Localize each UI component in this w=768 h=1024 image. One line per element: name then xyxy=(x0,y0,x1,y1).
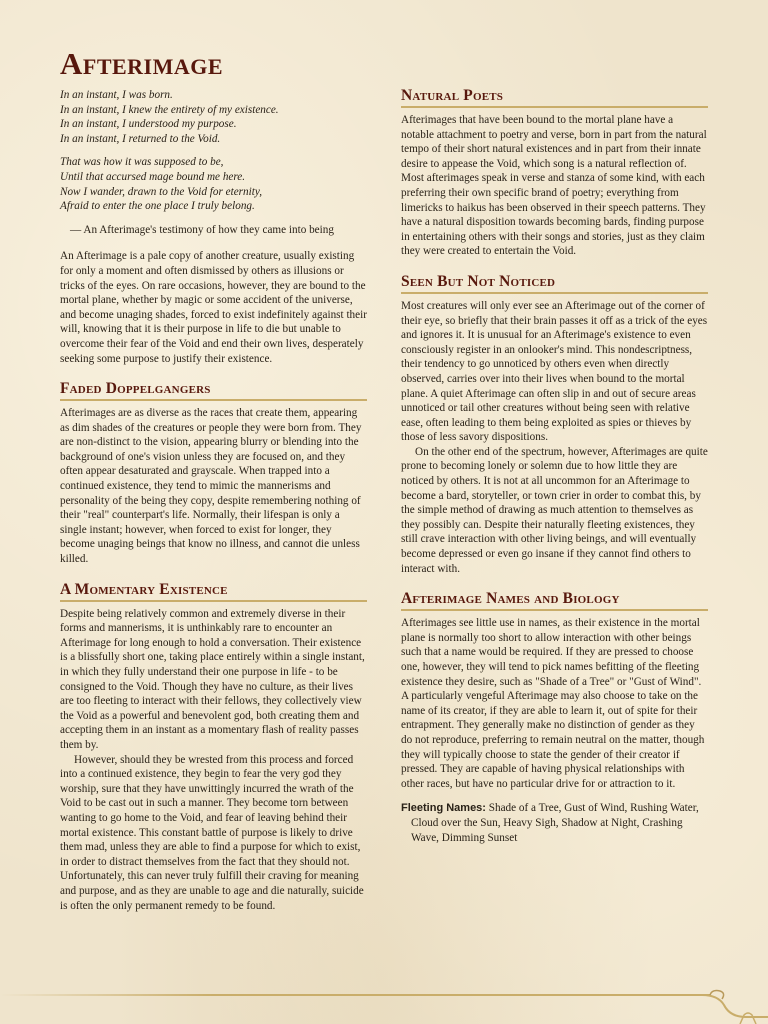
poem-line: In an instant, I returned to the Void. xyxy=(60,132,221,145)
poem-line: Afraid to enter the one place I truly belong. xyxy=(60,200,255,213)
intro-paragraph: An Afterimage is a pale copy of another creature, usually existing for only a moment and often dismissed by others as illusions or tricks of the eyes. On rare occasions, however, they are bound to the mortal plane, whether by magic or some accident of the universe, and become unaging shades, forced to exist indefinitely against their will, knowing that it is their purpose in life to die but unable to overcome their fear of the Void and end their own lives, desperately seeking some purpose to justify their existence. xyxy=(60,250,367,365)
seen-paragraph-1: Most creatures will only ever see an Afterimage out of the corner of their eye, so briefly that their brain passes it off as a trick of the eyes and ignores it. It is unusual for an Afterimage's existence to even consciously register in an onlooker's mind. This nondescriptness, their tendency to go unnoticed by others even when directly observed, carries over into their lives when bound to the mortal plane. A quiet Afterimage can often slip in and out of secure areas unnoticed or tail other creatures without being seen with relative ease, often leading to them being exploited as spies or thieves by those of less savory dispositions. xyxy=(401,299,708,444)
poets-paragraph: Afterimages that have been bound to the mortal plane have a notable attachment to poetry and verse, born in part from the natural tempo of their short natural existences and in part from their innate desire to appease the Void, which song is a natural reflection of. Most afterimages speak in verse and stanza of some kind, with each preferring their own specific brand of poetry; everything from limericks to haikus has been observed in their speech patterns. They have a natural disposition towards becoming bards, finding purpose in entertaining others with their songs and stories, just as they claim they were created to entertain the Void. xyxy=(401,114,707,258)
heading-momentary-existence: A Momentary Existence xyxy=(60,581,367,602)
right-column xyxy=(401,87,708,856)
page-title: Afterimage xyxy=(60,46,224,81)
heading-natural-poets: Natural Poets xyxy=(401,87,708,108)
poem-line: In an instant, I understood my purpose. xyxy=(60,118,237,131)
poem-line: In an instant, I was born. xyxy=(60,89,173,101)
names-paragraph: Afterimages see little use in names, as their existence in the mortal plane is normally too short to allow interaction with other beings such that a name would be required. If they are pressed to choose one, however, they will tend to pick names befitting of the fleeting existence they desire, such as "Shade of a Tree" or "Gust of Wind". A particularly vengeful Afterimage may also choose to take on the name of its creator, if they are able to learn it, out of spite for their entrapment. They generally make no distinction of gender as they do not reproduce, preferring to remain neutral on the matter, though they will typically choose to state the gender of their creator if pressed. They are capable of having physical relationships with other races, but have no particular drive for or attraction to it. xyxy=(401,617,705,790)
poem-line: In an instant, I knew the entirety of my existence. xyxy=(60,103,279,116)
fleeting-names xyxy=(401,801,708,845)
heading-names-and-biology: Afterimage Names and Biology xyxy=(401,590,708,611)
poem-line: That was how it was supposed to be, xyxy=(60,156,224,169)
poem-line: Until that accursed mage bound me here. xyxy=(60,170,246,183)
epigraph-poem xyxy=(60,88,367,214)
seen-paragraph-2: On the other end of the spectrum, however, Afterimages are quite prone to becoming lonely or solemn due to how little they are noticed by others. It is not at all uncommon for an Afterimage to become a bard, storyteller, or town crier in order to combat this, by the simple method of drawing as much attention to themselves as they possibly can. Despite their naturally fleeting existences, they still crave interaction with other living beings, and will eventually become depressed or even go insane if they cannot find others to interact with. xyxy=(401,445,708,575)
poem-stanza-1 xyxy=(60,88,367,146)
faded-paragraph: Afterimages are as diverse as the races that create them, appearing as dim shades of the creatures or people they were born from. They are non-distinct to the vision, appearing blurry or blending into the background of one's vision unless they are focused on, and they often appear desaturated and grayscale. When trapped into a continued existence, they tend to mimic the mannerisms and personality of the being they copy, despite remembering nothing of their "real" counterpart's life. Normally, their lifespan is only a single instant; however, when forced to exist for longer, they become unaging beings that know no illness, and cannot die unless killed. xyxy=(60,407,362,566)
left-column xyxy=(60,88,367,913)
page-corner-ornament-icon xyxy=(700,985,768,1024)
heading-faded-doppelgangers: Faded Doppelgangers xyxy=(60,380,367,401)
momentary-paragraph-1: Despite being relatively common and extremely diverse in their forms and mannerisms, it is unthinkably rare to encounter an Afterimage for long enough to hold a conversation. Their existence is a blissfully short one, taking place entirely within a single instant, in which they fully understand their one purpose in life - to be consigned to the Void. Though they have no culture, as their lives are too fleeting to interact with their fellows, they collectively view the Void as a powerful and benevolent god, both creating them and accepting them in an instant as a momentary flash of reality passes them by. xyxy=(60,607,365,751)
poem-attribution: — An Afterimage's testimony of how they came into being xyxy=(70,223,334,236)
poem-line: Now I wander, drawn to the Void for eternity, xyxy=(60,185,262,198)
momentary-paragraph-2: However, should they be wrested from this process and forced into a continued existence, they begin to fear the very god they worship, sure that they have unwittingly incurred the wrath of the Void to be cast out in such a manner. They become torn between wanting to go home to the Void, and fear of leaving behind their mortal existence. This constant battle of purpose is likely to drive them mad, unless they are able to find a purpose for which to exist, in order to distract themselves from the fact that they should not. Unfortunately, this can never truly fulfill their craving for meaning and purpose, and as they are unable to age and die naturally, suicide is often the only permanent remedy to be found. xyxy=(60,753,364,912)
poem-stanza-2 xyxy=(60,155,367,213)
fleeting-names-list: Shade of a Tree, Gust of Wind, Rushing Water, Cloud over the Sun, Heavy Sigh, Shadow at Night, Crashing Wave, Dimming Sunset xyxy=(411,802,699,844)
heading-seen-but-not-noticed: Seen But Not Noticed xyxy=(401,273,708,294)
footer-rule xyxy=(0,994,710,996)
fleeting-names-label: Fleeting Names: xyxy=(401,802,486,815)
